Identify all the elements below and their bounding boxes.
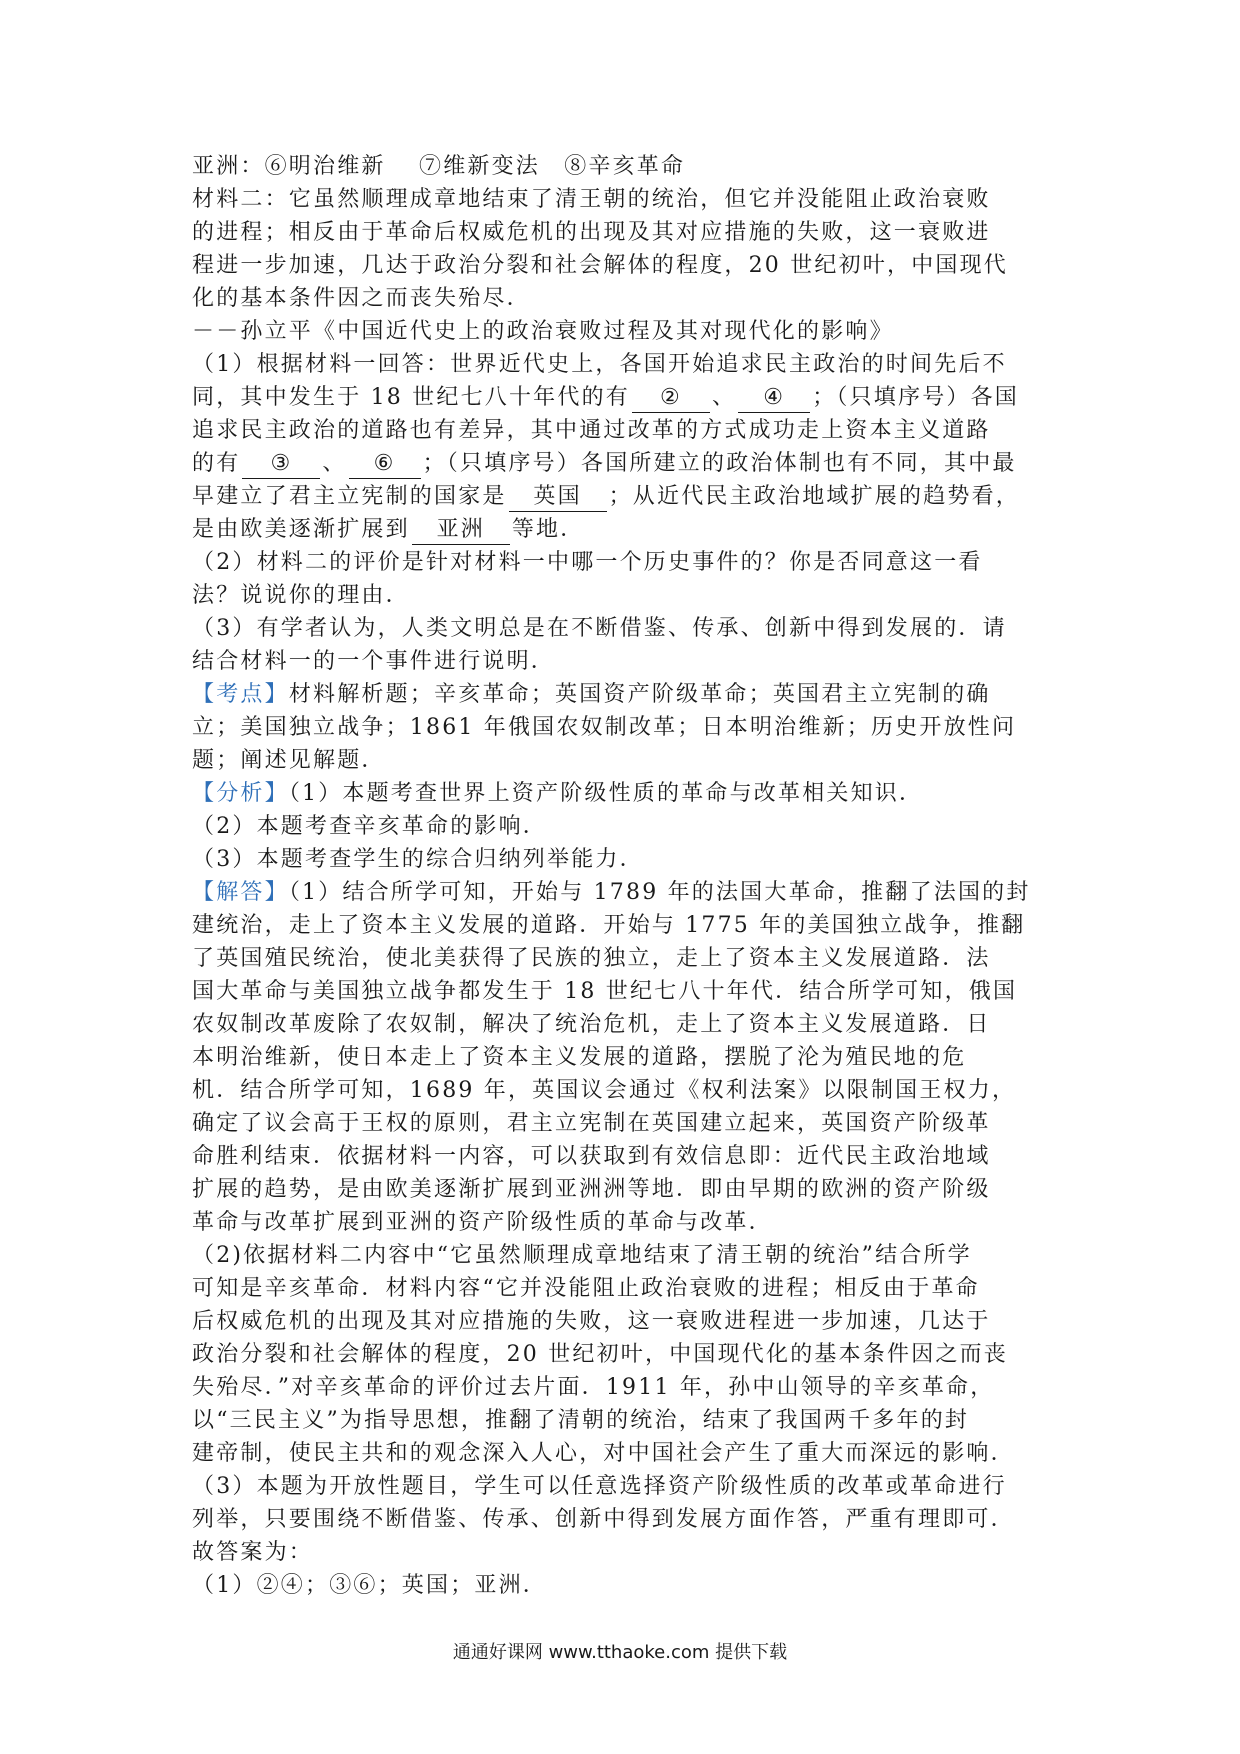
jieda-line: 农奴制改革废除了农奴制，解决了统治危机，走上了资本主义发展道路．日 <box>192 1012 991 1037</box>
answer-blank: 亚洲 <box>412 516 510 545</box>
answer-summary-line: （1）②④；③⑥；英国；亚洲． <box>192 1573 547 1598</box>
question-1-line: （1）根据材料一回答：世界近代史上，各国开始追求民主政治的时间先后不 <box>192 352 1007 377</box>
answer-blank: 英国 <box>509 483 607 512</box>
jieda-line: 建统治，走上了资本主义发展的道路．开始与 1775 年的美国独立战争，推翻 <box>192 913 1026 938</box>
jieda-line: （2)依据材料二内容中“它虽然顺理成章地结束了清王朝的统治”结合所学 <box>192 1243 972 1268</box>
document-body <box>192 150 1062 1602</box>
jieda-line: 革命与改革扩展到亚洲的资产阶级性质的革命与改革． <box>192 1210 773 1235</box>
fenxi-line: 【分析】（1）本题考查世界上资产阶级性质的革命与改革相关知识． <box>192 781 924 806</box>
question-1-line: 早建立了君主立宪制的国家是 英国 ；从近代民主政治地域扩展的趋势看， <box>192 480 1062 513</box>
answer-blank: ⑥ <box>349 450 421 479</box>
jieda-line: 确定了议会高于王权的原则，君主立宪制在英国建立起来，英国资产阶级革 <box>192 1111 991 1136</box>
kaodian-line: 立；美国独立战争；1861 年俄国农奴制改革；日本明治维新；历史开放性问 <box>192 715 1017 740</box>
question-3-line: 结合材料一的一个事件进行说明． <box>192 649 556 674</box>
jieda-line: 国大革命与美国独立战争都发生于 18 世纪七八十年代．结合所学可知，俄国 <box>192 979 1018 1004</box>
jieda-line: 本明治维新，使日本走上了资本主义发展的道路，摆脱了沦为殖民地的危 <box>192 1045 967 1070</box>
text-line: 程进一步加速，几达于政治分裂和社会解体的程度，20 世纪初叶，中国现代 <box>192 253 1008 278</box>
question-1-line: 的有 ③ 、 ⑥ ；（只填序号）各国所建立的政治体制也有不同，其中最 <box>192 447 1062 480</box>
answer-blank: ② <box>632 384 710 413</box>
question-3-line: （3）有学者认为，人类文明总是在不断借鉴、传承、创新中得到发展的．请 <box>192 616 1007 641</box>
jieda-tag: 【解答】 <box>192 880 289 905</box>
jieda-line: 失殆尽．”对辛亥革命的评价过去片面．1911 年，孙中山领导的辛亥革命， <box>192 1375 995 1400</box>
jieda-line: 后权威危机的出现及其对应措施的失败，这一衰败进程进一步加速，几达于 <box>192 1309 991 1334</box>
fenxi-line: （2）本题考查辛亥革命的影响． <box>192 814 547 839</box>
jieda-line: 机．结合所学可知，1689 年，英国议会通过《权利法案》以限制国王权力， <box>192 1078 1017 1103</box>
jieda-line: 可知是辛亥革命．材料内容“它并没能阻止政治衰败的进程；相反由于革命 <box>192 1276 980 1301</box>
fenxi-tag: 【分析】 <box>192 781 289 806</box>
jieda-line: 命胜利结束．依据材料一内容，可以获取到有效信息即：近代民主政治地域 <box>192 1144 991 1169</box>
text-line: 的进程；相反由于革命后权威危机的出现及其对应措施的失败，这一衰败进 <box>192 220 991 245</box>
kaodian-tag: 【考点】 <box>192 682 289 707</box>
jieda-line: 了英国殖民统治，使北美获得了民族的独立，走上了资本主义发展道路．法 <box>192 946 991 971</box>
text-line: 化的基本条件因之而丧失殆尽． <box>192 286 531 311</box>
fenxi-line: （3）本题考查学生的综合归纳列举能力． <box>192 847 644 872</box>
kaodian-line: 题；阐述见解题． <box>192 748 386 773</box>
jieda-line: （3）本题为开放性题目，学生可以任意选择资产阶级性质的改革或革命进行 <box>192 1474 1007 1499</box>
jieda-line: 【解答】（1）结合所学可知，开始与 1789 年的法国大革命，推翻了法国的封 <box>192 880 1031 905</box>
text-line: 亚洲：⑥明治维新 ⑦维新变法 ⑧辛亥革命 <box>192 154 686 179</box>
question-1-line: 追求民主政治的道路也有差异，其中通过改革的方式成功走上资本主义道路 <box>192 418 991 443</box>
kaodian-line: 【考点】材料解析题；辛亥革命；英国资产阶级革命；英国君主立宪制的确 <box>192 682 991 707</box>
page-footer: 通通好课网 www.tthaoke.com 提供下载 <box>452 1642 788 1663</box>
question-2-line: 法？说说你的理由． <box>192 583 410 608</box>
jieda-line: 扩展的趋势，是由欧美逐渐扩展到亚洲洲等地．即由早期的欧洲的资产阶级 <box>192 1177 991 1202</box>
question-1-line: 是由欧美逐渐扩展到 亚洲 等地． <box>192 513 1062 546</box>
jieda-line: 政治分裂和社会解体的程度，20 世纪初叶，中国现代化的基本条件因之而丧 <box>192 1342 1008 1367</box>
citation-line: －－孙立平《中国近代史上的政治衰败过程及其对现代化的影响》 <box>192 319 894 344</box>
question-2-line: （2）材料二的评价是针对材料一中哪一个历史事件的？你是否同意这一看 <box>192 550 983 575</box>
answer-summary-line: 故答案为： <box>192 1540 314 1565</box>
answer-blank: ④ <box>738 384 810 413</box>
jieda-line: 列举，只要围绕不断借鉴、传承、创新中得到发展方面作答，严重有理即可． <box>192 1507 1015 1532</box>
answer-blank: ③ <box>242 450 320 479</box>
jieda-line: 建帝制，使民主共和的观念深入人心，对中国社会产生了重大而深远的影响． <box>192 1441 1015 1466</box>
jieda-line: 以“三民主义”为指导思想，推翻了清朝的统治，结束了我国两千多年的封 <box>192 1408 970 1433</box>
text-line: 材料二：它虽然顺理成章地结束了清王朝的统治，但它并没能阻止政治衰败 <box>192 187 991 212</box>
question-1-line: 同，其中发生于 18 世纪七八十年代的有 ② 、 ④ ；（只填序号）各国 <box>192 381 1062 414</box>
